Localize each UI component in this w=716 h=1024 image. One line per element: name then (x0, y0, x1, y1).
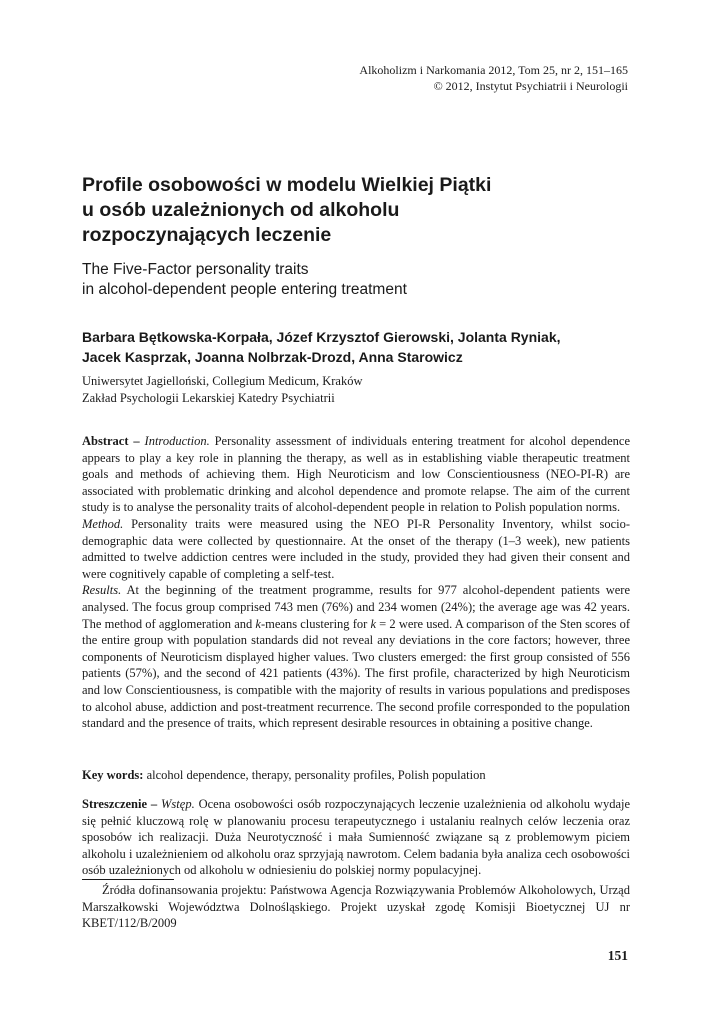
abstract-results (82, 582, 630, 731)
affiliation (82, 373, 363, 407)
introduction-label: Introduction. (144, 434, 210, 448)
footnote-text: Źródła dofinansowania projektu: Państwowa Agencja Rozwiązywania Problemów Alkoholowych, Urząd Marszałkowski Województwa Dolnośląskiego. Projekt uzyskał zgodę Komisji Bioetycznej UJ nr KBET/112/B/2009 (82, 883, 630, 931)
keywords (82, 767, 630, 784)
journal-header (359, 62, 628, 94)
k-variable: k (370, 616, 377, 631)
english-title-line: in alcohol-dependent people entering treatment (82, 281, 407, 298)
english-title-line: The Five-Factor personality traits (82, 261, 309, 278)
footnote-divider (82, 879, 174, 880)
wstep-label: Wstęp. (161, 797, 195, 811)
author-list (82, 327, 561, 367)
affiliation-line: Zakład Psychologii Lekarskiej Katedry Psychiatrii (82, 391, 335, 405)
affiliation-line: Uniwersytet Jagielloński, Collegium Medicum, Kraków (82, 374, 363, 388)
results-label: Results. (82, 583, 122, 598)
introduction-text: Personality assessment of individuals entering treatment for alcohol dependence appears to play a key role in planning the therapy, as well as in establishing viable therapeutic treatment goals and methods of achieving them. High Neuroticism and low Conscientiousness (NEO-PI-R) are associated with problematic drinking and alcohol dependence and promote relapse. The aim of the current study is to analyse the personality traits of alcohol-dependent people in relation to Polish population norms. (82, 434, 630, 515)
english-title (82, 260, 407, 300)
streszczenie (82, 796, 630, 879)
method-text: Personality traits were measured using the NEO PI-R Personality Inventory, whilst socio-demographic data were collected by questionnaire. At the onset of the therapy (1–3 week), new patients admitted to twelve addiction centres were included in the study, provided they had given their consent and were cognitively capable of completing a self-test. (82, 516, 631, 581)
abstract (82, 433, 630, 732)
k-variable: k (255, 616, 261, 631)
method-label: Method. (82, 516, 124, 531)
title-line: u osób uzależnionych od alkoholu (82, 199, 400, 221)
authors-line: Barbara Bętkowska-Korpała, Józef Krzysztof Gierowski, Jolanta Ryniak, (82, 329, 561, 345)
results-text: -means clustering for (260, 616, 371, 631)
page-number: 151 (607, 948, 628, 963)
streszczenie-label: Streszczenie – (82, 797, 158, 811)
title-line: Profile osobowości w modelu Wielkiej Piątki (82, 174, 492, 196)
streszczenie-text: Ocena osobowości osób rozpoczynających leczenie uzależnienia od alkoholu wydaje się pełnić kluczową rolę w planowaniu procesu terapeutycznego i ustalaniu realnych celów leczenia oraz sposobów ich realizacji. Duża Neurotyczność i mała Sumienność związane są z problemowym piciem alkoholu i uzależnieniem od alkoholu oraz sprzyjają nawrotom. Celem badania była analiza cech osobowości osób uzależnionych od alkoholu w odniesieniu do polskiej normy populacyjnej. (82, 797, 631, 878)
authors-line: Jacek Kasprzak, Joanna Nolbrzak-Drozd, Anna Starowicz (82, 349, 463, 365)
results-text: = 2 were used. A comparison of the Sten scores of the entire group with population standards did not reveal any deviations in the core factors; however, three components of Neuroticism displayed higher values. Two clusters emerged: the first group consisted of 556 patients (57%), and the second of 421 patients (43%). The first profile, characterized by high Neuroticism and low Conscientiousness, is compatible with the majority of results in various populations and predisposes to alcohol abuse, addiction and post-treatment recurrence. The second profile corresponded to the population standard and the presence of traits, which represent desirable resources in obtaining a positive change. (82, 616, 630, 731)
streszczenie-paragraph (82, 796, 630, 879)
footnote (82, 882, 630, 932)
abstract-introduction (82, 433, 630, 516)
keywords-label: Key words: (82, 768, 144, 782)
abstract-label: Abstract – (82, 434, 140, 448)
results-text: At the beginning of the treatment programme, results for 977 alcohol-dependent patients were analysed. The focus group comprised 743 men (76%) and 234 women (24%); the average age was 42 years. The method of agglomeration and (82, 583, 631, 631)
keywords-text: alcohol dependence, therapy, personality profiles, Polish population (146, 768, 486, 782)
journal-copyright: © 2012, Instytut Psychiatrii i Neurologii (433, 79, 628, 93)
title-line: rozpoczynających leczenie (82, 224, 332, 246)
article-title (82, 173, 642, 248)
journal-citation: Alkoholizm i Narkomania 2012, Tom 25, nr 2, 151–165 (359, 63, 628, 77)
abstract-method (82, 516, 630, 582)
